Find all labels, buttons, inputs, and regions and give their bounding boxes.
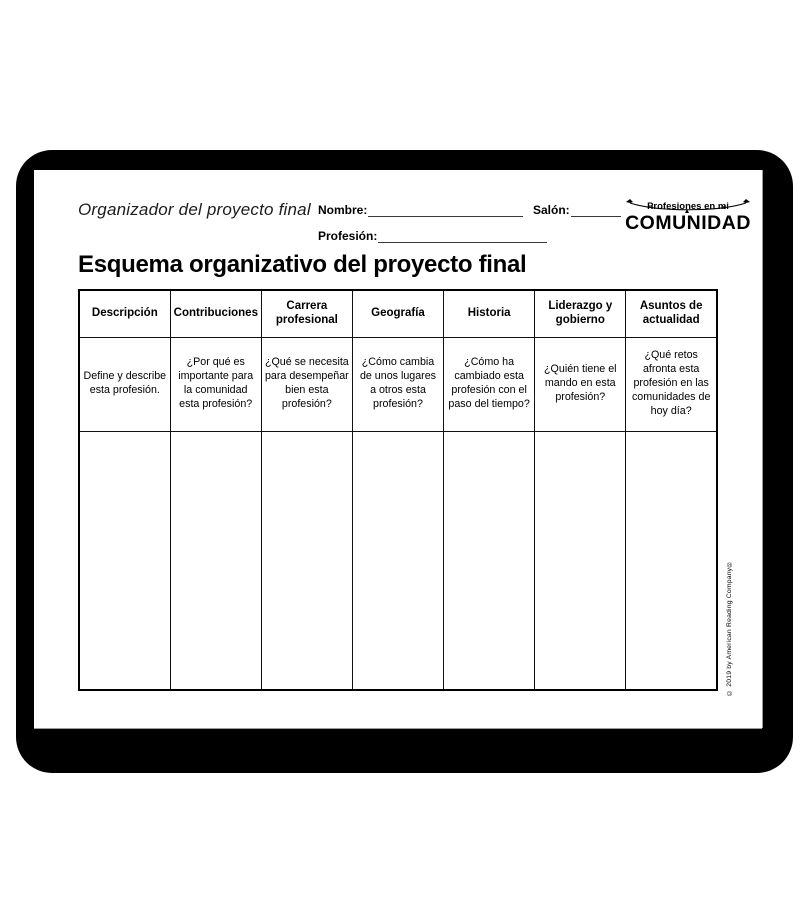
column-header-carrera: Carrera profesional [261, 290, 352, 337]
name-label: Nombre: [318, 203, 368, 217]
column-header-actualidad: Asuntos de actualidad [626, 290, 717, 337]
answer-cell-actualidad[interactable] [626, 431, 717, 690]
name-field[interactable] [318, 203, 523, 217]
prompt-row [79, 337, 717, 431]
profession-field[interactable] [318, 229, 547, 243]
answer-cell-historia[interactable] [444, 431, 535, 690]
prompt-cell-contribuciones: ¿Por qué es importante para la comunidad esta profesión? [170, 337, 261, 431]
prompt-cell-actualidad: ¿Qué retos afronta esta profesión en las comunidades de hoy día? [626, 337, 717, 431]
answer-cell-carrera[interactable] [261, 431, 352, 690]
answer-cell-contribuciones[interactable] [170, 431, 261, 690]
prompt-cell-geografia: ¿Cómo cambia de unos lugares a otros esta profesión? [352, 337, 443, 431]
answer-row [79, 431, 717, 690]
worksheet-label: Organizador del proyecto final [78, 200, 311, 219]
profession-input-line[interactable] [378, 230, 547, 243]
classroom-input-line[interactable] [571, 204, 621, 217]
classroom-field[interactable] [533, 203, 621, 217]
copyright-notice: © 2019 by American Reading Company® [726, 560, 733, 696]
prompt-cell-carrera: ¿Qué se necesita para desempeñar bien esta profesión? [261, 337, 352, 431]
profession-label: Profesión: [318, 229, 378, 243]
classroom-label: Salón: [533, 203, 570, 217]
page-title: Esquema organizativo del proyecto final [78, 251, 527, 278]
answer-cell-liderazgo[interactable] [535, 431, 626, 690]
project-organizer-table [78, 289, 718, 691]
logo-brand-text: COMUNIDAD [625, 212, 751, 234]
column-header-descripcion: Descripción [79, 290, 170, 337]
logo-tagline: Profesiones en mi [647, 201, 729, 212]
column-header-geografia: Geografía [352, 290, 443, 337]
name-input-line[interactable] [368, 204, 523, 217]
column-header-liderazgo: Liderazgo y gobierno [535, 290, 626, 337]
column-header-contribuciones: Contribuciones [170, 290, 261, 337]
prompt-cell-historia: ¿Cómo ha cambiado esta profesión con el paso del tiempo? [444, 337, 535, 431]
column-header-historia: Historia [444, 290, 535, 337]
prompt-cell-liderazgo: ¿Quién tiene el mando en esta profesión? [535, 337, 626, 431]
comunidad-logo [624, 200, 752, 244]
worksheet-page [34, 170, 762, 728]
prompt-cell-descripcion: Define y describe esta profesión. [79, 337, 170, 431]
answer-cell-descripcion[interactable] [79, 431, 170, 690]
header-row [79, 290, 717, 337]
answer-cell-geografia[interactable] [352, 431, 443, 690]
document-frame [16, 150, 793, 773]
